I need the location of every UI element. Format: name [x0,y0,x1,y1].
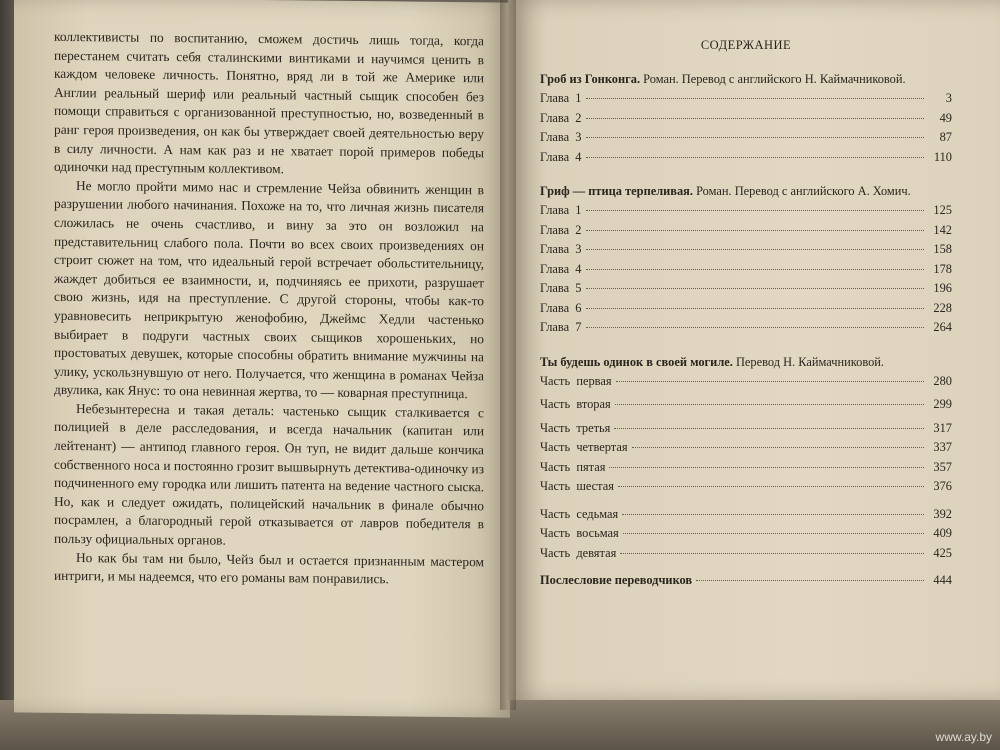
toc-entry: Часть седьмая 392 [540,506,952,521]
toc-afterword-entry: Послесловие переводчиков 444 [540,573,952,587]
work-1-title: Гроб из Гонконга. Роман. Перевод с английского Н. Каймачниковой. [540,72,906,86]
toc-entry: Глава 2 142 [540,222,952,237]
toc-entry: Часть пятая 357 [540,459,952,474]
toc-entry: Часть третья 317 [540,420,952,435]
toc-entry: Глава 2 49 [540,110,952,125]
toc-heading: СОДЕРЖАНИЕ [700,38,792,52]
paragraph-4: Но как бы там ни было, Чейз был и остается признанным мастером интриги, и мы надеемся, что его романы вам понравились. [54,549,484,587]
toc-entry: Глава 6 228 [540,300,952,315]
toc-entry: Глава 5 196 [540,281,952,295]
book-gutter [500,0,516,710]
toc-entry: Глава 4 110 [540,149,952,164]
toc-entry: Часть шестая 376 [540,479,952,493]
table-of-contents [540,38,952,593]
watermark: www.ay.by [935,730,992,744]
toc-entry: Часть четвертая 337 [540,440,952,454]
toc-entry: Часть вторая 299 [540,397,952,411]
toc-entry: Глава 1 125 [540,203,952,217]
work-1-entries [540,91,952,169]
toc-entry: Часть восьмая 409 [540,526,952,540]
toc-entry: Часть первая 280 [540,373,952,388]
toc-entry: Глава 4 178 [540,261,952,276]
work-3-title: Ты будешь одинок в своей могиле. Перевод Н. Каймачниковой. [540,354,885,369]
toc-entry: Глава 3 87 [540,130,952,144]
toc-entry: Глава 3 158 [540,242,952,256]
toc-entry: Глава 1 3 [540,91,952,105]
work-2-entries [540,203,952,340]
paragraph-3: Небезынтересна и такая деталь: частенько сыщик сталкивается с полицией в деле расследования, и всегда начальник (капитан или лейтенант) — антипод главного героя. Он туп, не видит дальше кончика собственного носа и постоянно грозит вышвырнуть детектива-одиночку из подчиненного ему городка или лишить патента на ведение частного сыска. Но, как и следует ожидать, полицейский начальник в финале обычно посрамлен, а благородный герой отказывается от лавров победителя в пользу официальных органов. [54,400,484,548]
toc-entry: Часть девятая 425 [540,545,952,560]
work-3-entries [540,374,952,566]
paragraph-2: Не могло пройти мимо нас и стремление Чейза обвинить женщин в разрушении любого начинания. Похоже на то, что личная жизнь писателя сложилась не очень счастливо, и вину за это он возложил на представительниц слабого пола. Почти во всех своих произведениях он строит сюжет на том, что идеальный герой встречает обольстительницу, жаждет добиться ее взаимности, и, подчиняясь ее прихоти, разрушает свою жизнь, идя на преступление. С другой стороны, чтобы как-то уравновесить неприкрытую женофобию, Джеймс Хедли частенько выбирает в подруги частных своих сыщиков хорошеньких, но простоватых девушек, которые способны обратить внимание мужчины на улику, ускользнувшую от него. Получается, что женщина в романах Чейза двулика, как Янус: то она невинная жертва, то — коварная преступница. [54,177,484,402]
work-2-title: Гриф — птица терпеливая. Роман. Перевод с английского А. Хомич. [540,184,911,198]
paragraph-1: коллективисты по воспитанию, сможем достичь лишь тогда, когда перестанем считать себя сталинскими винтиками и научимся ценить в каждом человеке личность. Понятно, вряд ли в той же Америке или Англии реальный шериф или реальный частный сыщик способен без помощи справиться с организованной преступностью, но, возведенный в ранг героя произведения, он как бы утверждает своей деятельностью веру в силу личности. А нам как раз и не хватает порой примеров победы одиночки над преступным коллективом. [54,28,484,177]
left-page [14,0,510,718]
toc-entry: Глава 7 264 [540,320,952,334]
afterword-text [54,28,484,590]
